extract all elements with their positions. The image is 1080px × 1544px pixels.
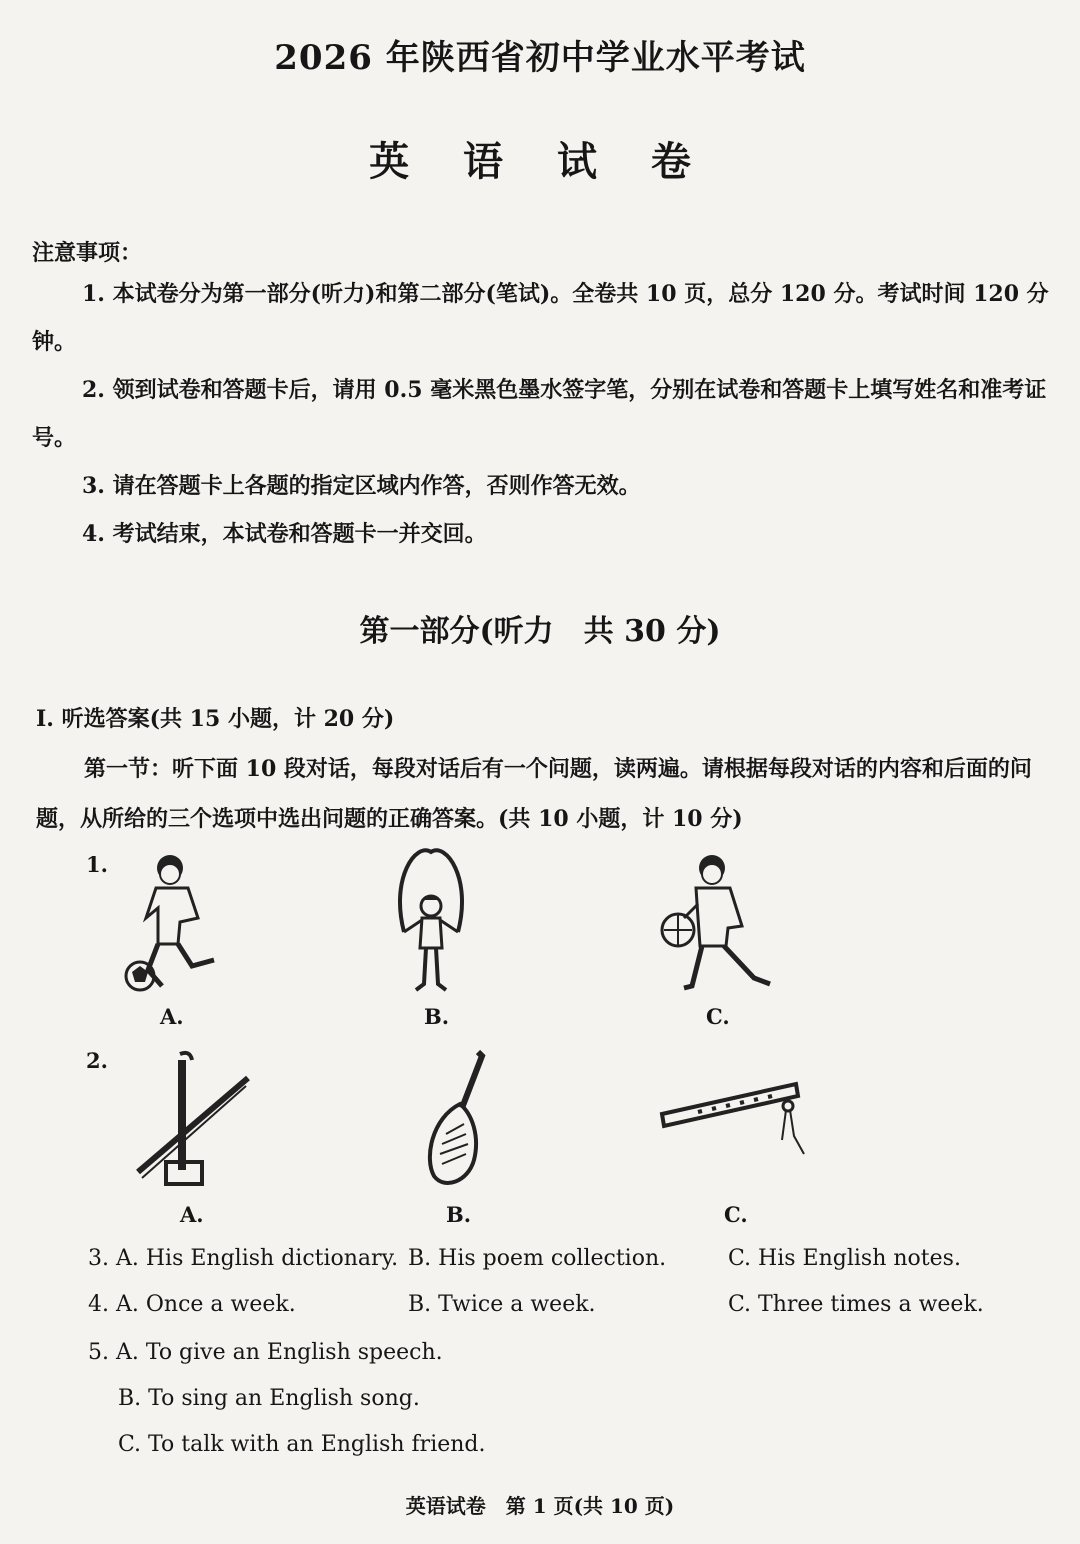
section-instruction: 第一节：听下面 10 段对话，每段对话后有一个问题，读两遍。请根据每段对话的内容和后面的问题，从所给的三个选项中选出问题的正确答案。(共 10 小题，计 10 分)	[36, 756, 1032, 832]
question-2-option-a-label: A.	[180, 1202, 204, 1227]
question-1-number: 1.	[86, 852, 108, 877]
question-1-option-c-label: C.	[706, 1004, 730, 1029]
question-4-option-c: C. Three times a week.	[728, 1292, 984, 1317]
question-4-option-b: B. Twice a week.	[408, 1292, 596, 1317]
paper-subtitle: 英 语 试 卷	[369, 138, 711, 185]
bamboo-flute-icon	[658, 1076, 808, 1170]
question-1-option-b-label: B.	[424, 1004, 450, 1029]
notice-item-1: 1. 本试卷分为第一部分(听力)和第二部分(笔试)。全卷共 10 页，总分 120 分。考试时间 120 分钟。	[32, 281, 1049, 355]
page-footer: 英语试卷 第 1 页(共 10 页)	[405, 1494, 675, 1518]
question-5-option-c: C. To talk with an English friend.	[118, 1432, 486, 1457]
question-2-option-b-label: B.	[446, 1202, 472, 1227]
notice-item-4: 4. 考试结束，本试卷和答题卡一并交回。	[82, 521, 487, 547]
question-3-option-b: B. His poem collection.	[408, 1246, 667, 1271]
section-title: Ⅰ. 听选答案(共 15 小题，计 20 分)	[36, 706, 395, 732]
pipa-icon	[422, 1048, 492, 1192]
girl-jumping-rope-icon	[386, 848, 476, 1002]
notice-item-2: 2. 领到试卷和答题卡后，请用 0.5 毫米黑色墨水签字笔，分别在试卷和答题卡上填写姓名和准考证号。	[32, 377, 1047, 451]
part1-title: 第一部分(听力 共 30 分)	[359, 614, 721, 649]
notice-item-3: 3. 请在答题卡上各题的指定区域内作答，否则作答无效。	[82, 473, 641, 499]
exam-title: 2026 年陕西省初中学业水平考试	[274, 38, 806, 78]
question-1-option-a-label: A.	[160, 1004, 184, 1029]
question-5-option-b: B. To sing an English song.	[118, 1386, 420, 1411]
boy-kicking-football-icon	[118, 848, 228, 1002]
notice-heading: 注意事项：	[32, 240, 143, 266]
question-3-option-c: C. His English notes.	[728, 1246, 961, 1271]
boy-playing-basketball-icon	[658, 848, 778, 1002]
question-5-option-a: 5. A. To give an English speech.	[88, 1340, 443, 1365]
question-2-number: 2.	[86, 1048, 108, 1073]
question-4-option-a: 4. A. Once a week.	[88, 1292, 296, 1317]
question-2-option-c-label: C.	[724, 1202, 748, 1227]
erhu-icon	[134, 1050, 254, 1194]
question-3-option-a: 3. A. His English dictionary.	[88, 1246, 399, 1271]
